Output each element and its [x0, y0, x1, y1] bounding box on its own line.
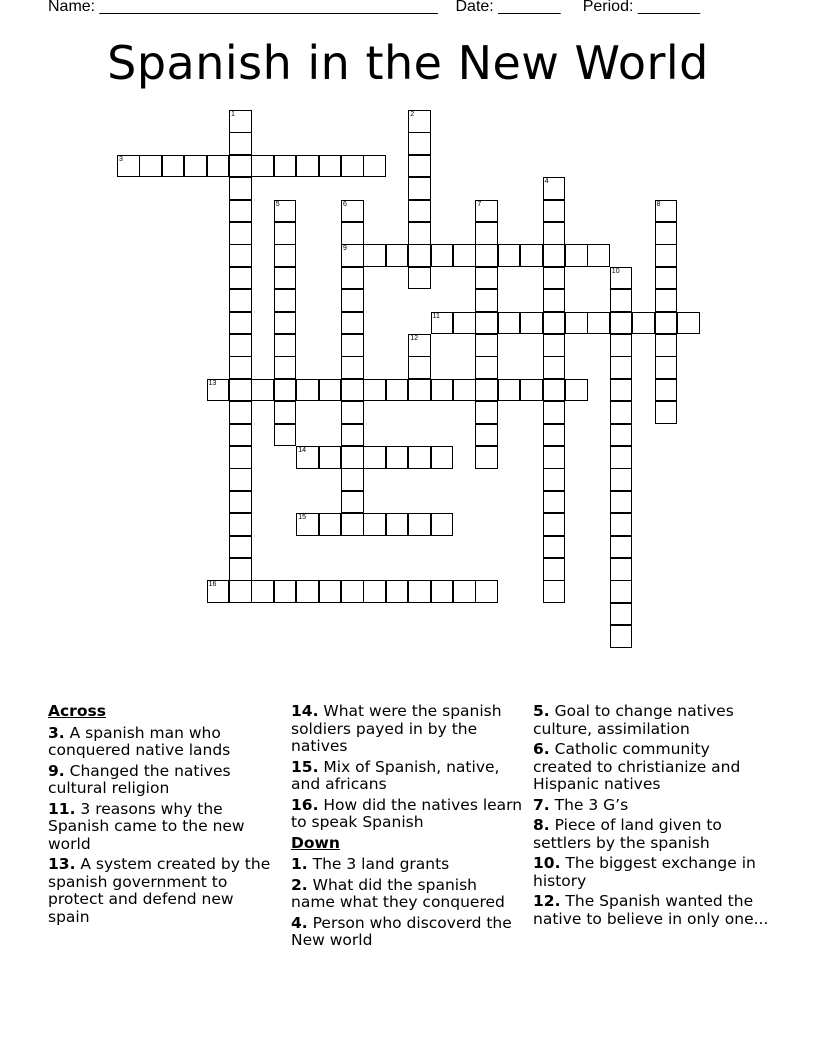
grid-cell[interactable] [655, 289, 678, 312]
grid-cell[interactable] [274, 244, 297, 267]
grid-cell[interactable] [543, 177, 566, 200]
grid-cell[interactable] [431, 244, 454, 267]
grid-cell[interactable] [475, 244, 498, 267]
grid-cell[interactable] [229, 424, 252, 447]
clue-number: 2 [410, 111, 415, 118]
grid-cell[interactable] [543, 289, 566, 312]
grid-cell[interactable] [229, 334, 252, 357]
clue-number: 5 [275, 200, 280, 208]
grid-cell[interactable] [274, 289, 297, 312]
grid-cell[interactable] [363, 155, 386, 178]
grid-cell[interactable] [229, 401, 252, 424]
grid-cell[interactable] [543, 536, 566, 559]
grid-cell[interactable] [498, 379, 521, 402]
grid-cell[interactable] [341, 491, 364, 514]
grid-cell[interactable] [498, 312, 521, 335]
grid-cell[interactable] [543, 468, 566, 491]
grid-cell[interactable] [386, 446, 409, 469]
page-title: Spanish in the New World [107, 36, 709, 90]
grid-cell[interactable] [319, 513, 342, 536]
clue-number: 7 [477, 200, 482, 208]
grid-cell[interactable] [431, 513, 454, 536]
grid-cell[interactable] [274, 580, 297, 603]
clue-number: 12 [410, 335, 418, 342]
clue-number: 3 [119, 155, 123, 163]
grid-cell[interactable] [229, 132, 252, 155]
grid-cell[interactable] [453, 379, 476, 402]
grid-cell[interactable] [229, 558, 252, 581]
grid-cell[interactable] [610, 334, 633, 357]
grid-cell[interactable] [229, 289, 252, 312]
clue-down-12: 12. The Spanish wanted the native to believe in only one... [533, 892, 769, 928]
grid-cell[interactable] [655, 356, 678, 379]
grid-cell[interactable] [610, 513, 633, 536]
grid-cell[interactable] [229, 155, 252, 178]
clues-column-1 [48, 703, 280, 929]
grid-cell[interactable] [229, 536, 252, 559]
grid-cell[interactable] [229, 177, 252, 200]
grid-cell[interactable] [543, 200, 566, 223]
grid-cell[interactable] [431, 312, 454, 335]
grid-cell[interactable] [543, 356, 566, 379]
grid-cell[interactable] [543, 401, 566, 424]
clue-across-13: 13. A system created by the spanish government to protect and defend new spain [48, 855, 271, 926]
grid-cell[interactable] [274, 155, 297, 178]
grid-cell[interactable] [431, 446, 454, 469]
grid-cell[interactable] [475, 334, 498, 357]
grid-cell[interactable] [543, 446, 566, 469]
grid-cell[interactable] [341, 155, 364, 178]
grid-cell[interactable] [341, 468, 364, 491]
grid-cell[interactable] [229, 446, 252, 469]
grid-cell[interactable] [587, 312, 610, 335]
grid-cell[interactable] [319, 580, 342, 603]
clue-number: 11 [432, 312, 440, 320]
grid-cell[interactable] [296, 446, 319, 469]
grid-cell[interactable] [520, 379, 543, 402]
grid-cell[interactable] [655, 222, 678, 245]
grid-cell[interactable] [341, 222, 364, 245]
grid-cell[interactable] [543, 513, 566, 536]
grid-cell[interactable] [363, 446, 386, 469]
grid-cell[interactable] [319, 155, 342, 178]
grid-cell[interactable] [229, 379, 252, 402]
grid-cell[interactable] [207, 580, 230, 603]
clue-across-11: 11. 3 reasons why the Spanish came to the new world [48, 799, 245, 853]
grid-cell[interactable] [229, 244, 252, 267]
grid-cell[interactable] [543, 558, 566, 581]
grid-cell[interactable] [565, 312, 588, 335]
clue-down-2: 2. What did the spanish name what they conquered [291, 875, 505, 911]
grid-cell[interactable] [543, 580, 566, 603]
clue-down-5: 5. Goal to change natives culture, assimilation [533, 702, 734, 738]
grid-cell[interactable] [162, 155, 185, 178]
grid-cell[interactable] [475, 379, 498, 402]
clue-down-7: 7. The 3 G’s [533, 795, 629, 814]
grid-cell[interactable] [655, 267, 678, 290]
grid-cell[interactable] [408, 132, 431, 155]
grid-cell[interactable] [274, 200, 297, 223]
grid-cell[interactable] [565, 244, 588, 267]
grid-cell[interactable] [274, 334, 297, 357]
clue-number: 6 [343, 200, 347, 208]
grid-cell[interactable] [408, 222, 431, 245]
grid-cell[interactable] [453, 580, 476, 603]
grid-cell[interactable] [341, 289, 364, 312]
name-field[interactable]: Name: ______________________________________ [48, 0, 438, 15]
clue-across-15: 15. Mix of Spanish, native, and africans [291, 757, 500, 793]
grid-cell[interactable] [341, 312, 364, 335]
grid-cell[interactable] [341, 446, 364, 469]
grid-cell[interactable] [677, 312, 700, 335]
grid-cell[interactable] [475, 356, 498, 379]
grid-cell[interactable] [296, 155, 319, 178]
clue-number: 8 [656, 200, 661, 208]
grid-cell[interactable] [610, 312, 633, 335]
clues-column-3 [533, 703, 773, 931]
grid-cell[interactable] [655, 244, 678, 267]
grid-cell[interactable] [341, 267, 364, 290]
grid-cell[interactable] [543, 379, 566, 402]
grid-cell[interactable] [475, 401, 498, 424]
grid-cell[interactable] [610, 491, 633, 514]
clue-number: 15 [298, 514, 306, 522]
grid-cell[interactable] [363, 580, 386, 603]
grid-cell[interactable] [610, 401, 633, 424]
grid-cell[interactable] [565, 379, 588, 402]
grid-cell[interactable] [610, 468, 633, 491]
grid-cell[interactable] [408, 379, 431, 402]
grid-cell[interactable] [475, 580, 498, 603]
grid-cell[interactable] [319, 446, 342, 469]
clue-number: 14 [298, 447, 306, 454]
grid-cell[interactable] [543, 312, 566, 335]
across-heading: Across [48, 702, 106, 720]
grid-cell[interactable] [229, 491, 252, 514]
clue-number: 13 [208, 379, 217, 387]
grid-cell[interactable] [655, 401, 678, 424]
grid-cell[interactable] [498, 244, 521, 267]
clue-number: 9 [343, 245, 347, 253]
grid-cell[interactable] [229, 312, 252, 335]
grid-cell[interactable] [207, 155, 230, 178]
grid-cell[interactable] [475, 289, 498, 312]
grid-cell[interactable] [251, 580, 274, 603]
grid-cell[interactable] [341, 401, 364, 424]
period-field[interactable]: Period: _______ [582, 0, 701, 15]
grid-cell[interactable] [475, 267, 498, 290]
grid-cell[interactable] [610, 379, 633, 402]
grid-cell[interactable] [139, 155, 162, 178]
clue-down-4: 4. Person who discoverd the New world [291, 913, 512, 949]
grid-cell[interactable] [229, 267, 252, 290]
grid-cell[interactable] [610, 267, 633, 290]
grid-cell[interactable] [610, 446, 633, 469]
grid-cell[interactable] [341, 244, 364, 267]
grid-cell[interactable] [386, 513, 409, 536]
grid-cell[interactable] [453, 244, 476, 267]
grid-cell[interactable] [229, 200, 252, 223]
grid-cell[interactable] [543, 334, 566, 357]
grid-cell[interactable] [229, 580, 252, 603]
clue-down-10: 10. The biggest exchange in history [533, 854, 756, 890]
clue-number: 4 [544, 178, 549, 186]
clue-across-16: 16. How did the natives learn to speak Spanish [291, 795, 523, 831]
grid-cell[interactable] [296, 513, 319, 536]
grid-cell[interactable] [408, 155, 431, 178]
grid-cell[interactable] [341, 580, 364, 603]
grid-cell[interactable] [543, 222, 566, 245]
grid-cell[interactable] [587, 244, 610, 267]
date-field[interactable]: Date: _______ [455, 0, 561, 15]
grid-cell[interactable] [408, 334, 431, 357]
grid-cell[interactable] [207, 379, 230, 402]
grid-cell[interactable] [251, 155, 274, 178]
clue-number: 10 [611, 267, 620, 275]
grid-cell[interactable] [319, 379, 342, 402]
grid-cell[interactable] [655, 200, 678, 223]
grid-cell[interactable] [610, 356, 633, 379]
grid-cell[interactable] [408, 446, 431, 469]
grid-cell[interactable] [520, 244, 543, 267]
grid-cell[interactable] [408, 177, 431, 200]
grid-cell[interactable] [341, 334, 364, 357]
grid-cell[interactable] [543, 491, 566, 514]
grid-cell[interactable] [229, 356, 252, 379]
grid-cell[interactable] [274, 424, 297, 447]
grid-cell[interactable] [341, 356, 364, 379]
grid-cell[interactable] [408, 200, 431, 223]
grid-cell[interactable] [610, 603, 633, 626]
grid-cell[interactable] [610, 580, 633, 603]
grid-cell[interactable] [229, 110, 252, 133]
grid-cell[interactable] [610, 558, 633, 581]
grid-cell[interactable] [296, 379, 319, 402]
grid-cell[interactable] [543, 267, 566, 290]
grid-cell[interactable] [117, 155, 140, 178]
grid-cell[interactable] [274, 356, 297, 379]
grid-cell[interactable] [363, 244, 386, 267]
grid-cell[interactable] [341, 424, 364, 447]
grid-cell[interactable] [632, 312, 655, 335]
clue-down-6: 6. Catholic community created to christianize and Hispanic natives [533, 740, 741, 793]
grid-cell[interactable] [408, 110, 431, 133]
grid-cell[interactable] [520, 312, 543, 335]
grid-cell[interactable] [386, 244, 409, 267]
grid-cell[interactable] [655, 312, 678, 335]
grid-cell[interactable] [341, 200, 364, 223]
grid-cell[interactable] [274, 222, 297, 245]
grid-cell[interactable] [543, 244, 566, 267]
grid-cell[interactable] [655, 334, 678, 357]
clues-column-2 [291, 703, 523, 953]
grid-cell[interactable] [610, 536, 633, 559]
grid-cell[interactable] [610, 625, 633, 648]
grid-cell[interactable] [296, 580, 319, 603]
grid-cell[interactable] [274, 379, 297, 402]
grid-cell[interactable] [475, 424, 498, 447]
grid-cell[interactable] [453, 312, 476, 335]
clue-down-1: 1. The 3 land grants [291, 855, 450, 873]
clue-across-3: 3. A spanish man who conquered native lands [48, 723, 231, 759]
grid-cell[interactable] [475, 446, 498, 469]
grid-cell[interactable] [251, 379, 274, 402]
grid-cell[interactable] [274, 401, 297, 424]
grid-cell[interactable] [610, 424, 633, 447]
grid-cell[interactable] [431, 379, 454, 402]
grid-cell[interactable] [610, 289, 633, 312]
grid-cell[interactable] [341, 513, 364, 536]
clue-number: 16 [208, 581, 217, 589]
grid-cell[interactable] [408, 267, 431, 290]
grid-cell[interactable] [363, 513, 386, 536]
clue-down-8: 8. Piece of land given to settlers by the spanish [533, 816, 722, 852]
grid-cell[interactable] [386, 379, 409, 402]
grid-cell[interactable] [408, 580, 431, 603]
grid-cell[interactable] [274, 267, 297, 290]
clue-across-9: 9. Changed the natives cultural religion [48, 761, 231, 797]
grid-cell[interactable] [475, 200, 498, 223]
clue-number: 1 [231, 111, 235, 118]
grid-cell[interactable] [543, 424, 566, 447]
grid-cell[interactable] [229, 513, 252, 536]
clue-across-14: 14. What were the spanish soldiers payed in by the natives [291, 702, 502, 755]
grid-cell[interactable] [655, 379, 678, 402]
grid-cell[interactable] [274, 312, 297, 335]
grid-cell[interactable] [184, 155, 207, 178]
down-heading: Down [291, 833, 340, 852]
grid-cell[interactable] [431, 580, 454, 603]
grid-cell[interactable] [475, 312, 498, 335]
grid-cell[interactable] [363, 379, 386, 402]
grid-cell[interactable] [408, 356, 431, 379]
grid-cell[interactable] [341, 379, 364, 402]
grid-cell[interactable] [475, 222, 498, 245]
grid-cell[interactable] [408, 513, 431, 536]
grid-cell[interactable] [386, 580, 409, 603]
grid-cell[interactable] [229, 222, 252, 245]
grid-cell[interactable] [408, 244, 431, 267]
grid-cell[interactable] [229, 468, 252, 491]
